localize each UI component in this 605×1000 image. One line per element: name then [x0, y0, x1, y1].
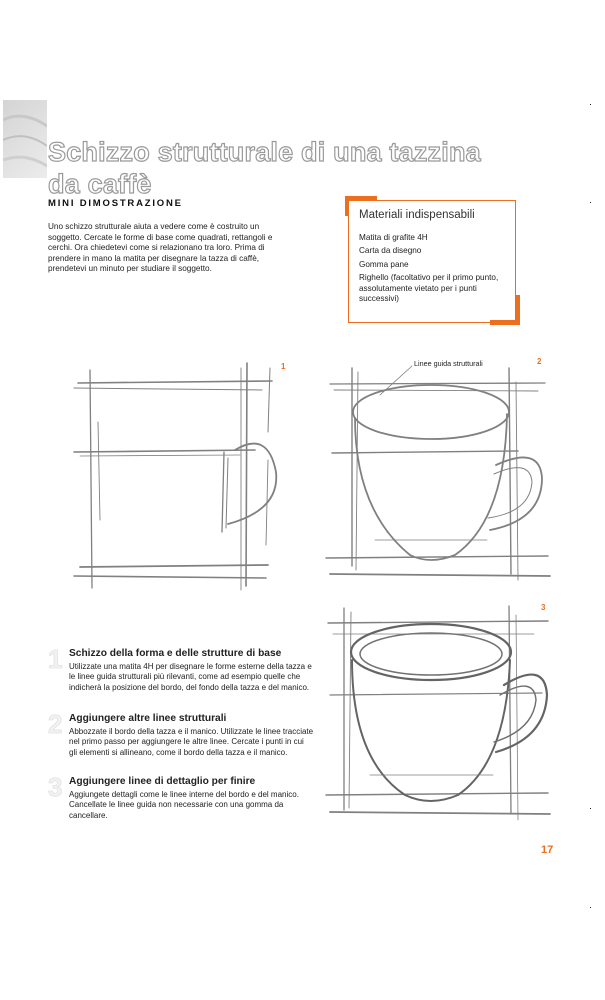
guide-lines-callout: Linee guida strutturali [414, 359, 483, 368]
sketch-figure-2 [326, 366, 550, 580]
step-title: Aggiungere linee di dettaglio per finire [69, 776, 256, 787]
materials-item: Righello (facoltativo per il primo punto, assolutamente vietato per i punti successivi) [359, 273, 499, 304]
page-title-line1: Schizzo strutturale di una tazzina [48, 137, 481, 167]
intro-paragraph: Uno schizzo strutturale aiuta a vedere come è costruito un soggetto. Cercate le forme di base come quadrati, rettangoli e cerchi. Ora chiedetevi come si relazionano tra loro. Prima di prendere in mano la matita per disegnare la tazza di caffè, prendetevi un minuto per studiare il soggetto. [48, 222, 273, 274]
page-number: 17 [541, 844, 554, 856]
step-number: 2 [48, 709, 63, 739]
step-body: Aggiungete dettagli come le linee interne del bordo e del manico. Cancellate le linee guida non necessarie con una gomma da cancellare. [69, 790, 299, 820]
figure-number-1: 1 [281, 362, 286, 371]
section-subtitle: MINI DIMOSTRAZIONE [48, 198, 183, 209]
materials-title: Materiali indispensabili [359, 209, 475, 221]
materials-item: Gomma pane [359, 259, 409, 269]
sketch-figure-3 [326, 606, 550, 820]
step-title: Aggiungere altre linee strutturali [69, 713, 227, 724]
step-body: Utilizzate una matita 4H per disegnare le forme esterne della tazza e le linee guida strutturali più rilevanti, come ad esempio quelle che indicherà la posizione del bordo, del fondo della tazza e del manico. [69, 662, 312, 692]
step-body: Abbozzate il bordo della tazza e il manico. Utilizzate le linee tracciate nel primo passo per aggiungere le altre linee. Cercate i punti in cui gli elementi si allineano, come il bordo della tazza e il manico. [69, 727, 314, 757]
step-number: 3 [48, 772, 63, 802]
sketch-figure-1 [74, 363, 276, 590]
figure-number-3: 3 [541, 603, 546, 612]
materials-item: Carta da disegno [359, 246, 422, 256]
page-title-line2: da caffè [48, 169, 152, 199]
step-title: Schizzo della forma e delle strutture di base [69, 648, 282, 659]
materials-item: Matita di grafite 4H [359, 233, 428, 242]
figure-number-2: 2 [537, 357, 542, 366]
step-number: 1 [48, 644, 63, 674]
